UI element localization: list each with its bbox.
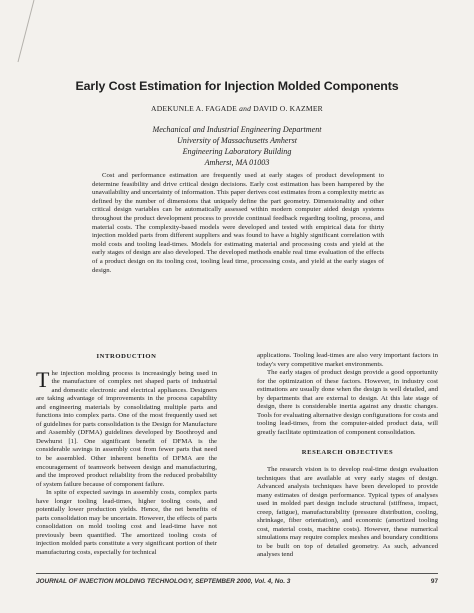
- author-second: DAVID O. KAZMER: [253, 104, 323, 113]
- intro-paragraph-3: The early stages of product design provide a good opportunity for the optimization of these factors. However, in industry cost estimations are usually done when the design is well detailed, and by departments that are external to design. At this late stage of design, there is considerable inertia against any drastic changes. Tools for evaluating alternative design configurations for costs and tooling lead-times, from the computer-aided product data, will greatly facilitate optimization of component consolidation.: [257, 369, 438, 436]
- abstract-text: Cost and performance estimation are frequently used at early stages of product development to determine feasibility and drive critical design decisions. Early cost estimation has been hampered by the unavailability and uncertainty of information. This paper derives cost estimates from a complexity metric as defined by the number of dimensions that uniquely define the part geometry. Dimensionality and other critical design variables can be automatically assessed within modern computer aided design systems throughout the product development process to provide continual feedback regarding tooling, process, and material costs. The complexity-based models were developed and tested with empirical data for thirty injection molded parts from different suppliers and was found to have a highly significant correlation with mold costs and tooling lead-times. Models for estimating material and processing costs and yield at the early stages of design are also developed. The developed methods enable real time evaluation of the effects of a product design on its tooling cost, tooling lead time, processing costs, and yield at the early stages of design.: [92, 172, 384, 274]
- footer-rule: [36, 573, 438, 574]
- intro-paragraph-2-continued: applications. Tooling lead-times are also very important factors in today's very competitive market environments.: [257, 352, 438, 368]
- journal-citation: JOURNAL OF INJECTION MOLDING TECHNOLOGY, SEPTEMBER 2000, Vol. 4, No. 3: [36, 578, 291, 585]
- corner-line-decoration: [0, 0, 40, 70]
- page-number: 97: [430, 578, 438, 585]
- drop-cap-letter: T: [36, 366, 50, 392]
- abstract: [92, 172, 384, 275]
- page-footer: [36, 578, 438, 585]
- affiliation-building: Engineering Laboratory Building: [182, 147, 292, 156]
- section-heading-introduction: INTRODUCTION: [96, 353, 157, 360]
- affiliation-city: Amherst, MA 01003: [204, 158, 270, 167]
- right-column: [257, 352, 438, 560]
- paper-title: Early Cost Estimation for Injection Molded Components: [75, 79, 399, 93]
- affiliation-university: University of Massachusetts Amherst: [176, 136, 298, 145]
- left-column: [36, 352, 217, 558]
- author-first: ADEKUNLE A. FAGADE: [151, 104, 237, 113]
- intro-paragraph-1-text: he injection molding process is increasingly being used in the manufacture of complex net shaped parts of industrial and domestic electronic and electrical appliances. Designers are taking advantage of improvements in the process capability and engineering materials by consolidating multiple parts and functions into complex parts. One of the most frequently used set of guidelines for parts consolidation is the Design for Manufacture and Assembly (DFMA) guidelines developed by Boothroyd and Dewhurst [1]. One significant benefit of DFMA is the considerable savings in assembly cost from fewer parts that need to be assembled. Other inherent benefits of DFMA are the encouragement of teamwork between design and manufacturing, and the improved product reliability from the reduced probability of system failure because of component failure.: [36, 369, 217, 488]
- affiliation-department: Mechanical and Industrial Engineering Department: [152, 125, 322, 134]
- affiliation-block: [60, 124, 414, 168]
- intro-paragraph-2: In spite of expected savings in assembly costs, complex parts have longer tooling lead-times, higher tooling costs, and potentially lower production yields. Hence, the net benefits of parts consolidation may be uncertain. However, the effects of parts consolidation on mold tooling cost and lead-time have not previously been quantified. The amortized tooling costs of injection molded parts constitute a very significant portion of their manufacturing costs, especially for technical: [36, 489, 217, 557]
- intro-paragraph-1: [36, 366, 217, 490]
- author-line: [60, 104, 414, 113]
- section-heading-research-objectives: RESEARCH OBJECTIVES: [301, 449, 394, 457]
- author-conjunction: and: [239, 104, 252, 113]
- research-objectives-paragraph: The research vision is to develop real-time design evaluation techniques that are available at very early stages of design. Advanced analysis techniques have been developed to provide many estimates of design performance. Typical types of analyses used in molded part design include structural (stiffness, impact, creep, fatigue), manufacturability (pressure distribution, cooling, shrinkage, fiber orientation), and economic (amortized tooling cost, material costs, machine costs). However, these numerical simulations may require complex meshes and boundary conditions to be built on top of detailed geometry. As such, advanced analyses tend: [257, 466, 438, 559]
